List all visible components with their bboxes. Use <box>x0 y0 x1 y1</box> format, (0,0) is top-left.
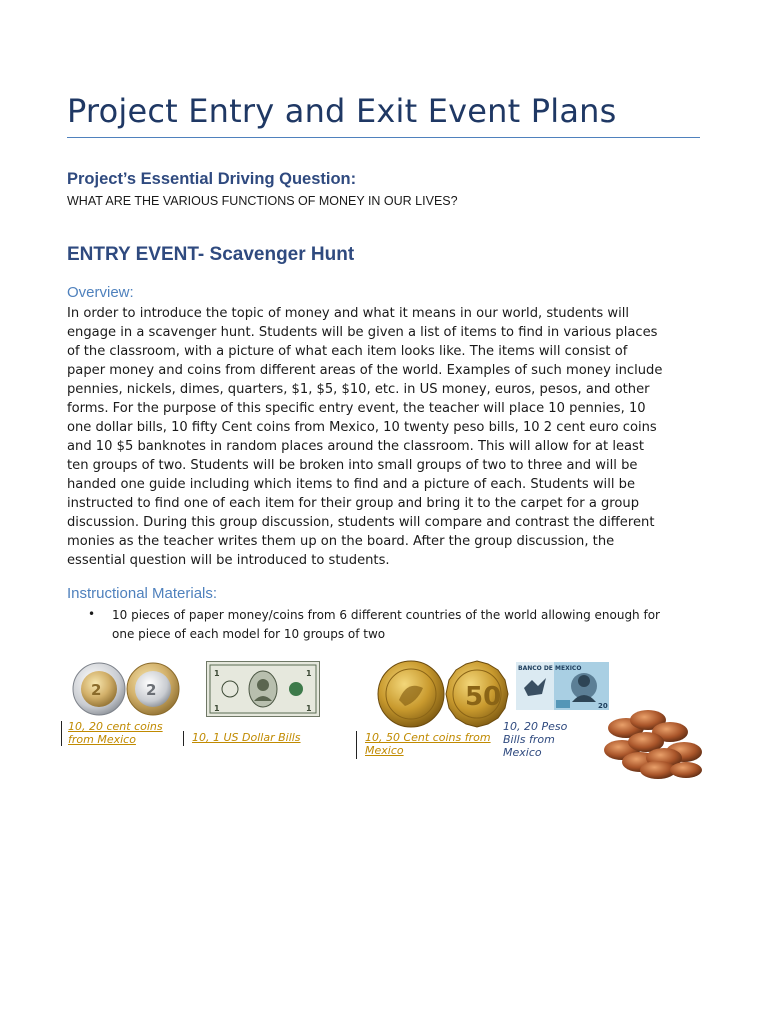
caption-line: Bills from <box>503 733 555 746</box>
materials-line: one piece of each model for 10 groups of two <box>112 627 386 641</box>
caption-line: 10, 20 Peso <box>503 720 568 733</box>
dollar-bill-caption[interactable] <box>192 731 301 744</box>
caption-line: 10, 1 US Dollar Bills <box>192 731 301 744</box>
overview-line: ten groups of two. Students will be broken into small groups of two to three and will be <box>67 458 638 473</box>
penny-stack-photo <box>600 698 706 780</box>
svg-text:50: 50 <box>465 682 502 712</box>
us-dollar-bill-photo <box>206 661 320 717</box>
caption-line: from Mexico <box>68 733 136 746</box>
entry-event-heading <box>67 244 354 266</box>
driving-question-heading: Project’s Essential Driving Question: <box>67 170 357 188</box>
overview-line: pennies, nickels, dimes, quarters, $1, $5, $10, etc. in US money, euros, pesos, and other <box>67 382 650 397</box>
overview-heading: Overview: <box>67 284 134 301</box>
overview-line: paper money and coins from different areas of the world. Examples of such money include <box>67 363 663 378</box>
caption-marker <box>183 731 184 746</box>
driving-question-text: WHAT ARE THE VARIOUS FUNCTIONS OF MONEY IN OUR LIVES? <box>67 194 458 208</box>
svg-text:1: 1 <box>214 669 220 678</box>
caption-line: Mexico <box>503 746 542 759</box>
svg-text:1: 1 <box>306 704 312 713</box>
caption-line: 10, 20 cent coins <box>68 720 163 733</box>
svg-text:20: 20 <box>598 702 608 710</box>
svg-text:1: 1 <box>214 704 220 713</box>
euro-2-coins-photo <box>72 660 182 718</box>
overview-line: and 10 $5 banknotes in random places around the classroom. This will allow for at least <box>67 439 644 454</box>
entry-event-heading-rest: - Scavenger Hunt <box>197 244 355 265</box>
svg-text:2: 2 <box>91 681 102 699</box>
overview-line: forms. For the purpose of this specific entry event, the teacher will place 10 pennies, 10 <box>67 401 646 416</box>
peso-bill-caption <box>503 720 567 759</box>
overview-line: engage in a scavenger hunt. Students will be given a list of items to find in various places <box>67 325 658 340</box>
overview-line: monies as the teacher writes them up on the board. After the group discussion, the <box>67 534 615 549</box>
overview-line: discussion. During this group discussion, students will compare and contrast the different <box>67 515 655 530</box>
overview-paragraph <box>67 304 707 570</box>
mexican-20-peso-bill-photo <box>516 662 609 710</box>
caption-marker <box>61 721 62 746</box>
materials-heading: Instructional Materials: <box>67 585 218 602</box>
entry-event-heading-bold: ENTRY EVENT <box>67 244 198 265</box>
caption-line: 10, 50 Cent coins from <box>365 731 491 744</box>
materials-line: 10 pieces of paper money/coins from 6 different countries of the world allowing enough for <box>112 608 660 622</box>
bullet-icon: • <box>88 607 96 621</box>
page-title: Project Entry and Exit Event Plans <box>67 92 617 130</box>
overview-line: handed one guide including which items to find and a picture of each. Students will be <box>67 477 635 492</box>
caption-marker <box>356 731 357 759</box>
title-underline <box>67 137 700 138</box>
euro-coins-caption[interactable] <box>68 720 163 746</box>
svg-text:2: 2 <box>146 681 157 699</box>
overview-line: instructed to find one of each item for their group and bring it to the carpet for a group <box>67 496 640 511</box>
overview-line: one dollar bills, 10 fifty Cent coins from Mexico, 10 twenty peso bills, 10 2 cent euro coins <box>67 420 657 435</box>
overview-line: of the classroom, with a picture of what each item looks like. The items will consist of <box>67 344 628 359</box>
svg-text:1: 1 <box>306 669 312 678</box>
materials-list-item <box>112 606 712 644</box>
overview-line: essential question will be introduced to students. <box>67 553 390 568</box>
peso-coins-caption[interactable] <box>365 731 491 757</box>
caption-line: Mexico <box>365 744 404 757</box>
overview-line: In order to introduce the topic of money and what it means in our world, students will <box>67 306 629 321</box>
mexican-50-cent-coins-photo <box>377 658 511 730</box>
bill-text: BANCO DE MEXICO <box>518 665 582 672</box>
